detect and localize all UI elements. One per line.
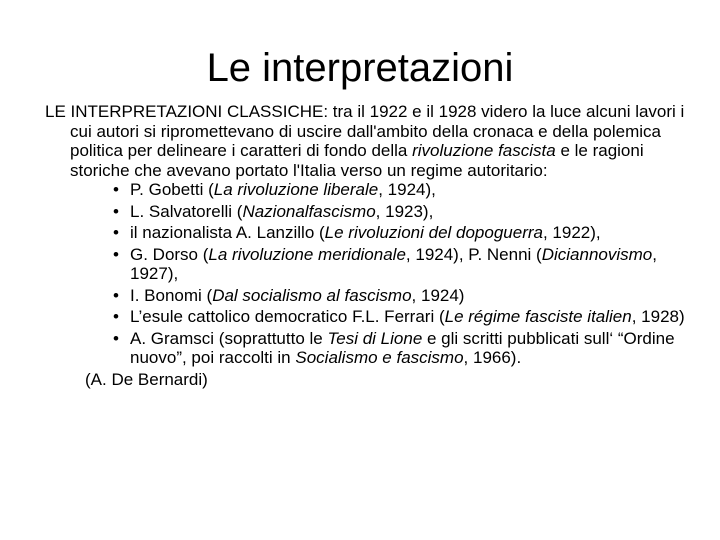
intro-italic-text: rivoluzione fascista (412, 141, 556, 160)
item-work-title: Socialismo e fascismo (295, 348, 464, 367)
item-text: , 1924), (378, 180, 436, 199)
item-work-title: Dal socialismo al fascismo (212, 285, 412, 305)
item-text: , 1922), (542, 223, 601, 242)
intro-text: LE INTERPRETAZIONI CLASSICHE: tra il 1922 e il 1928 videro la luce alcuni lavori i cui autori si ripromettevano di uscire dall'ambito della cronaca e della polemica politica per delineare i caratteri di fondo della (45, 102, 685, 160)
item-work-title: La rivoluzione meridionale (208, 244, 406, 264)
bullet-icon: • (113, 328, 119, 348)
item-text: A. Gramsci (soprattutto le (130, 328, 328, 348)
item-text: P. Gobetti ( (130, 180, 214, 199)
bullet-icon: • (113, 223, 119, 242)
item-text: , 1927), (130, 244, 657, 283)
list-item-ferrari (45, 307, 695, 327)
slide-title: Le interpretazioni (206, 46, 514, 90)
item-work-title: Le rivoluzioni del dopoguerra (324, 223, 543, 242)
item-text: G. Dorso ( (130, 244, 209, 264)
authors-list (45, 180, 695, 368)
bullet-icon: • (113, 307, 119, 326)
item-text: , 1923), (375, 201, 434, 221)
bullet-icon: • (113, 180, 119, 199)
intro-text-end: e le ragioni storiche che avevano portato l'Italia verso un regime autoritario: (70, 141, 644, 180)
item-work-title: Nazionalfascismo (242, 201, 376, 221)
item-text: , 1924), P. Nenni ( (405, 244, 542, 264)
item-text: L. Salvatorelli ( (130, 201, 243, 221)
list-item-salvatorelli (45, 202, 695, 222)
bullet-icon: • (113, 285, 119, 305)
item-text: L’esule cattolico democratico F.L. Ferrari ( (130, 307, 445, 326)
list-item-gramsci (45, 329, 695, 368)
slide-body (45, 102, 695, 389)
list-item-gobetti (45, 180, 695, 200)
list-item-bonomi (45, 286, 695, 306)
item-work-title: Le régime fasciste italien (444, 307, 632, 326)
item-text: il nazionalista A. Lanzillo ( (130, 223, 325, 242)
item-text: , 1966). (463, 348, 522, 367)
item-work-title: Diciannovismo (541, 244, 653, 264)
list-item-dorso-nenni (45, 245, 695, 284)
intro-paragraph (45, 102, 695, 180)
item-work-title: Tesi di Lione (327, 328, 423, 348)
item-text: , 1924) (411, 285, 465, 305)
item-work-title: La rivoluzione liberale (213, 180, 379, 199)
list-item-lanzillo (45, 223, 695, 243)
item-text: I. Bonomi ( (130, 285, 213, 305)
item-text: , 1928) (631, 307, 685, 326)
author-signature: (A. De Bernardi) (85, 369, 208, 389)
bullet-icon: • (113, 244, 119, 264)
bullet-icon: • (113, 201, 119, 221)
item-text: e gli scritti pubblicati sull‘ “Ordine nuovo”, poi raccolti in (130, 328, 675, 367)
